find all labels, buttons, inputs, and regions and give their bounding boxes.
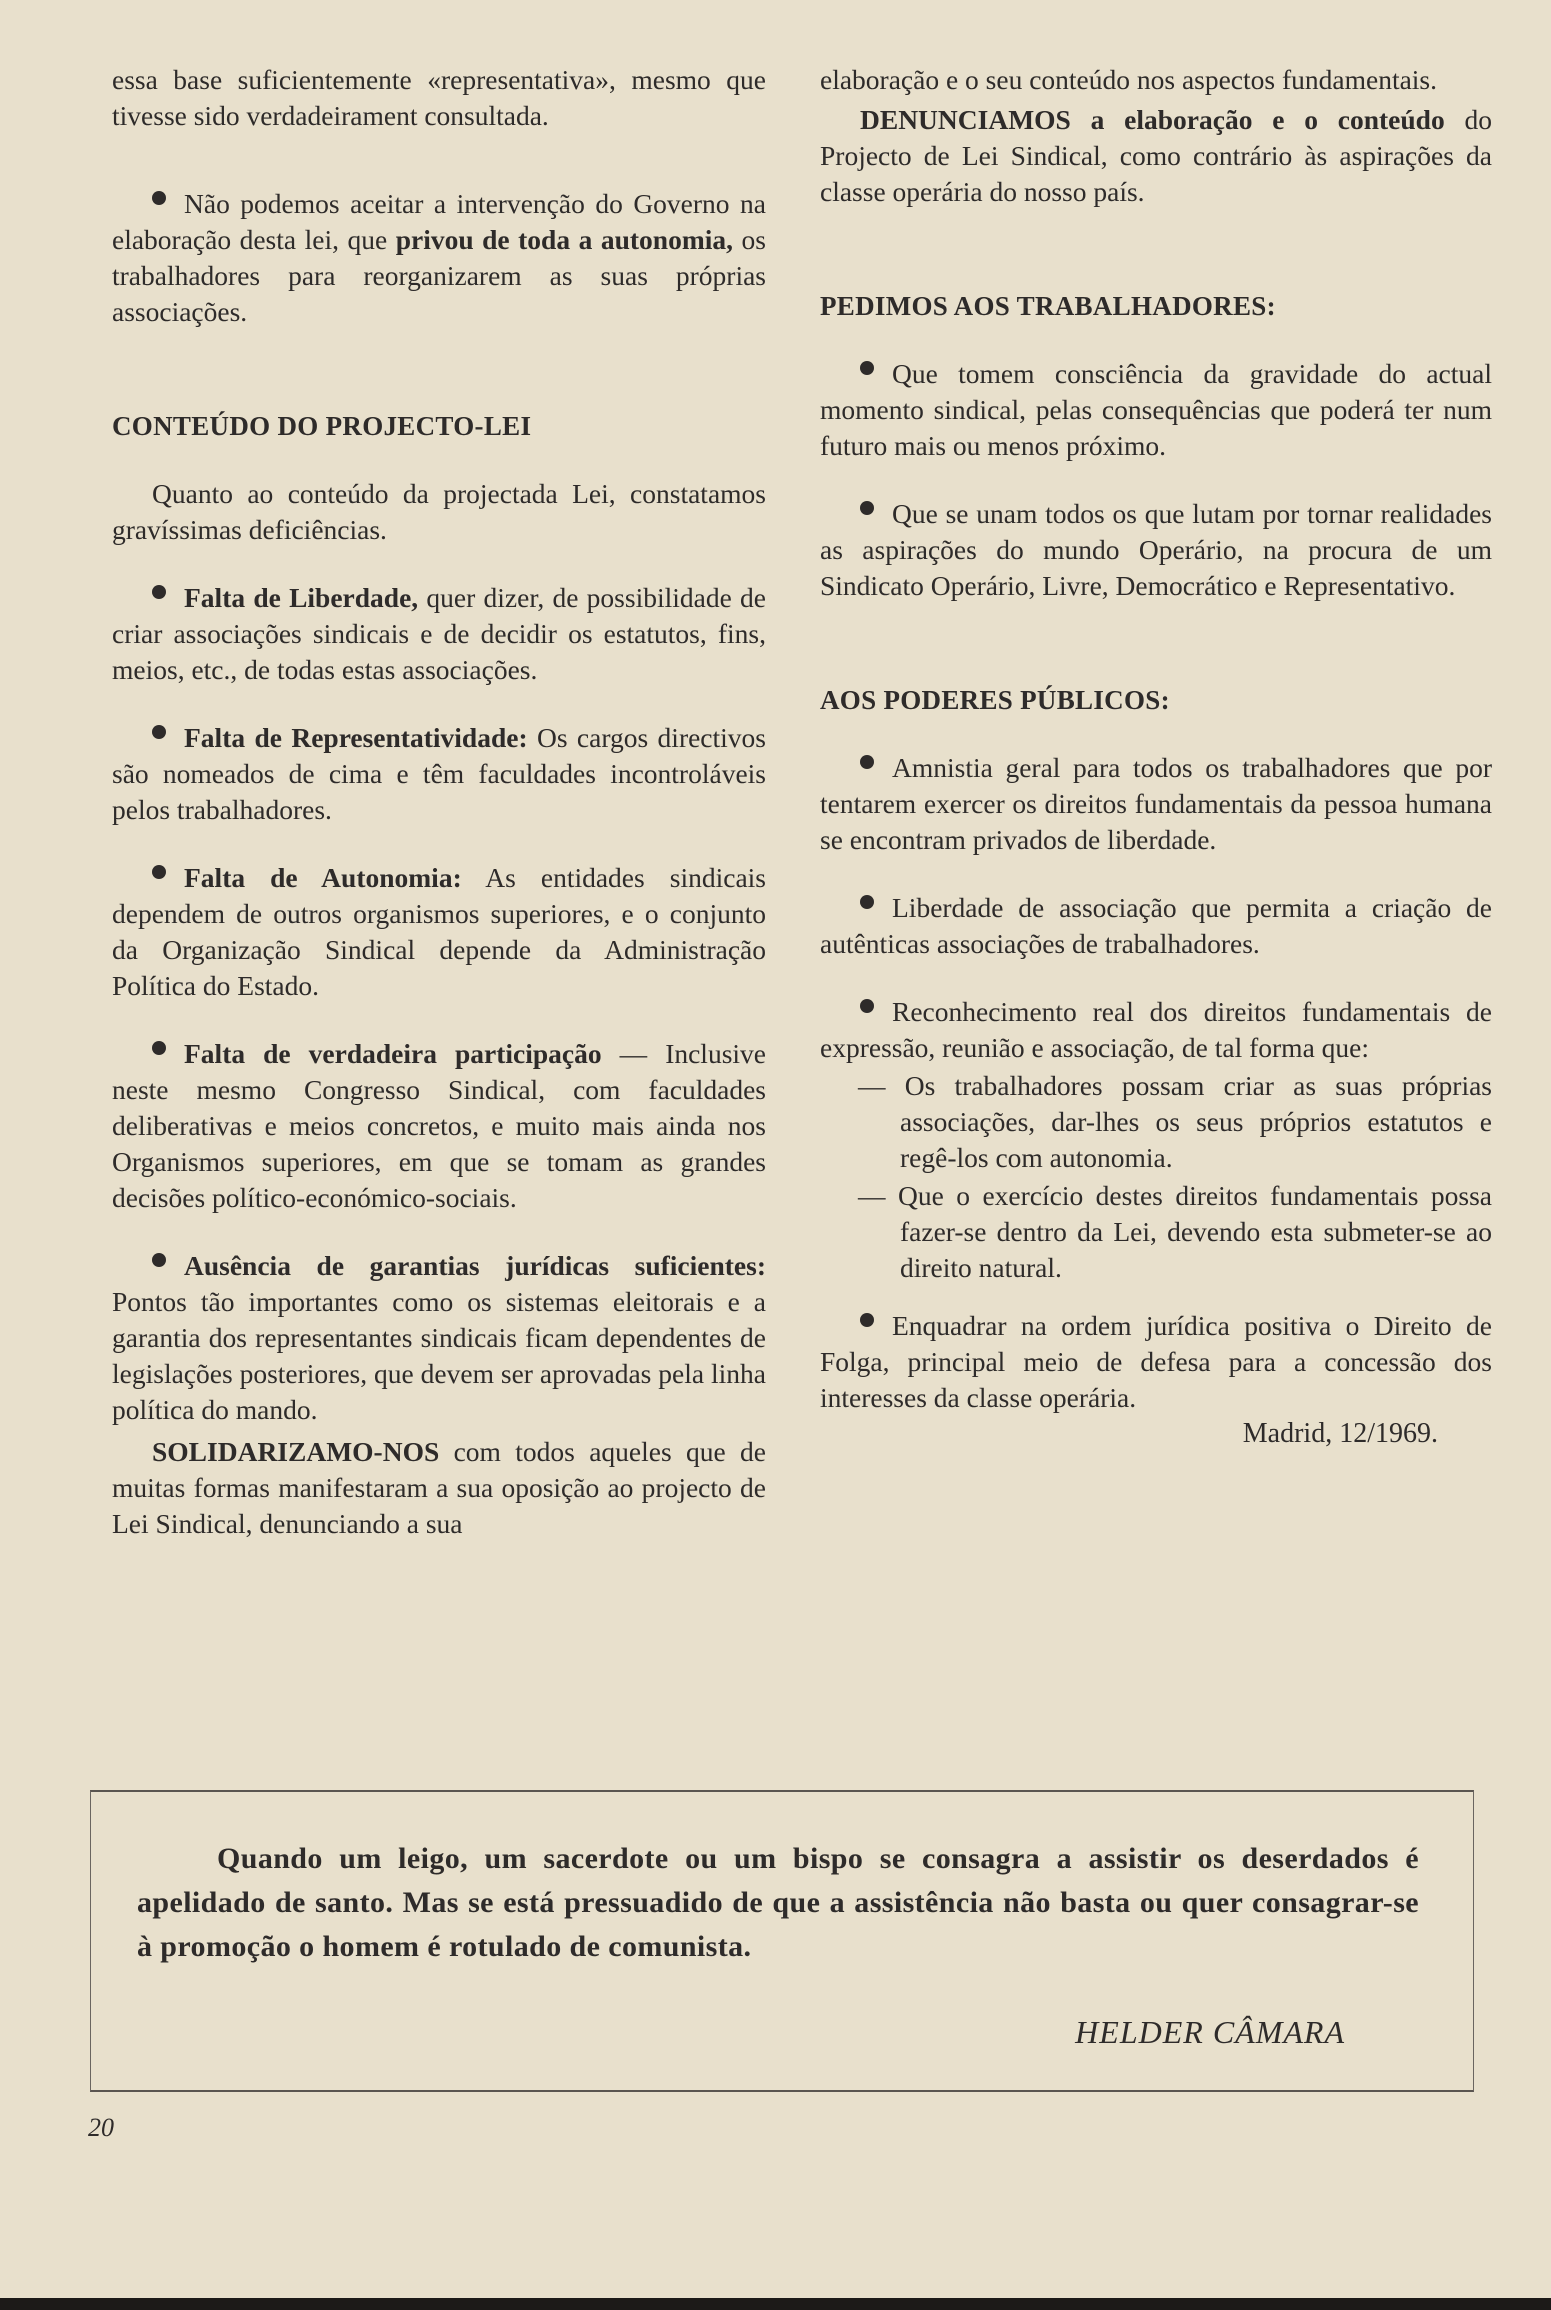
bullet-icon <box>860 755 874 769</box>
poderes-item-3: Reconhecimento real dos direitos fundamentais de expressão, reunião e associação, de tal forma que: <box>820 996 1492 1063</box>
item-autonomia: Falta de Autonomia: As entidades sindicais dependem de outros organismos superiores, e o conjunto da Organização Sindical depende da Administração Política do Estado. <box>112 862 766 1001</box>
poderes-item-4: Enquadrar na ordem jurídica positiva o Direito de Folga, principal meio de defesa para a concessão dos interesses da classe operária. <box>820 1310 1492 1413</box>
item-garantias: Ausência de garantias jurídicas suficientes: Pontos tão importantes como os sistemas eleitorais e a garantia dos representantes sindicais ficam dependentes de legislações posteriores, que devem ser aprovadas pela linha política do mando. <box>112 1250 766 1425</box>
denunciamos-paragraph: DENUNCIAMOS a elaboração e o conteúdo do Projecto de Lei Sindical, como contrário às aspirações da classe operária do nosso país. <box>820 104 1492 207</box>
section-heading-conteudo: CONTEÚDO DO PROJECTO-LEI <box>112 411 532 441</box>
bullet-icon <box>152 191 166 205</box>
government-paragraph: Não podemos aceitar a intervenção do Governo na elaboração desta lei, que privou de toda a autonomia, os trabalhadores para reorganizarem as suas próprias associações. <box>112 188 766 327</box>
intro-paragraph: essa base suficientemente «representativa», mesmo que tivesse sido verdadeirament consultada. <box>112 64 766 131</box>
pedimos-item-1: Que tomem consciência da gravidade do actual momento sindical, pelas consequências que poderá ter num futuro mais ou menos próximo. <box>820 358 1492 461</box>
quote-text: Quando um leigo, um sacerdote ou um bispo se consagra a assistir os deserdados é apelidado de santo. Mas se está pressuadido de que a assistência não basta ou quer consagrar-se à promoção o homem é rotulado de comunista. <box>137 1842 1419 1963</box>
section-heading-pedimos: PEDIMOS AOS TRABALHADORES: <box>820 291 1276 321</box>
bullet-icon <box>860 361 874 375</box>
left-column <box>112 62 766 1542</box>
quote-box <box>90 1790 1474 2092</box>
date-line: Madrid, 12/1969. <box>1242 1418 1438 1449</box>
bullet-icon <box>860 501 874 515</box>
item-representatividade: Falta de Representatividade: Os cargos directivos são nomeados de cima e têm faculdades incontroláveis pelos trabalhadores. <box>112 722 766 825</box>
bullet-icon <box>152 1041 166 1055</box>
item-participacao: Falta de verdadeira participação — Inclusive neste mesmo Congresso Sindical, com faculdades deliberativas e meios concretos, e muito mais ainda nos Organismos superiores, em que se tomam as grandes decisões político-económico-sociais. <box>112 1038 766 1213</box>
quanto-paragraph: Quanto ao conteúdo da projectada Lei, constatamos gravíssimas deficiências. <box>112 478 766 545</box>
quote-author: HELDER CÂMARA <box>1075 2014 1345 2050</box>
bullet-icon <box>860 895 874 909</box>
continuation-paragraph: elaboração e o seu conteúdo nos aspectos fundamentais. <box>820 64 1438 95</box>
item-liberdade: Falta de Liberdade, quer dizer, de possibilidade de criar associações sindicais e de decidir os estatutos, fins, meios, etc., de todas estas associações. <box>112 582 766 685</box>
right-column <box>820 62 1492 1452</box>
bottom-edge <box>0 2298 1551 2310</box>
solidarizamo-paragraph: SOLIDARIZAMO-NOS com todos aqueles que de muitas formas manifestaram a sua oposição ao projecto de Lei Sindical, denunciando a sua <box>112 1436 766 1539</box>
bullet-icon <box>860 1313 874 1327</box>
section-heading-poderes: AOS PODERES PÚBLICOS: <box>820 685 1170 715</box>
poderes-item-2: Liberdade de associação que permita a criação de autênticas associações de trabalhadores. <box>820 892 1492 959</box>
bullet-icon <box>860 999 874 1013</box>
poderes-item-1: Amnistia geral para todos os trabalhadores que por tentarem exercer os direitos fundamentais da pessoa humana se encontram privados de liberdade. <box>820 752 1492 855</box>
bullet-icon <box>152 585 166 599</box>
page-number: 20 <box>88 2113 114 2142</box>
dash-item-1: — Os trabalhadores possam criar as suas próprias associações, dar-lhes os seus próprios estatutos e regê-los com autonomia. <box>858 1070 1492 1173</box>
bullet-icon <box>152 865 166 879</box>
pedimos-item-2: Que se unam todos os que lutam por tornar realidades as aspirações do mundo Operário, na procura de um Sindicato Operário, Livre, Democrático e Representativo. <box>820 498 1492 601</box>
bullet-icon <box>152 1253 166 1267</box>
bullet-icon <box>152 725 166 739</box>
dash-item-2: — Que o exercício destes direitos fundamentais possa fazer-se dentro da Lei, devendo esta submeter-se ao direito natural. <box>858 1180 1492 1283</box>
